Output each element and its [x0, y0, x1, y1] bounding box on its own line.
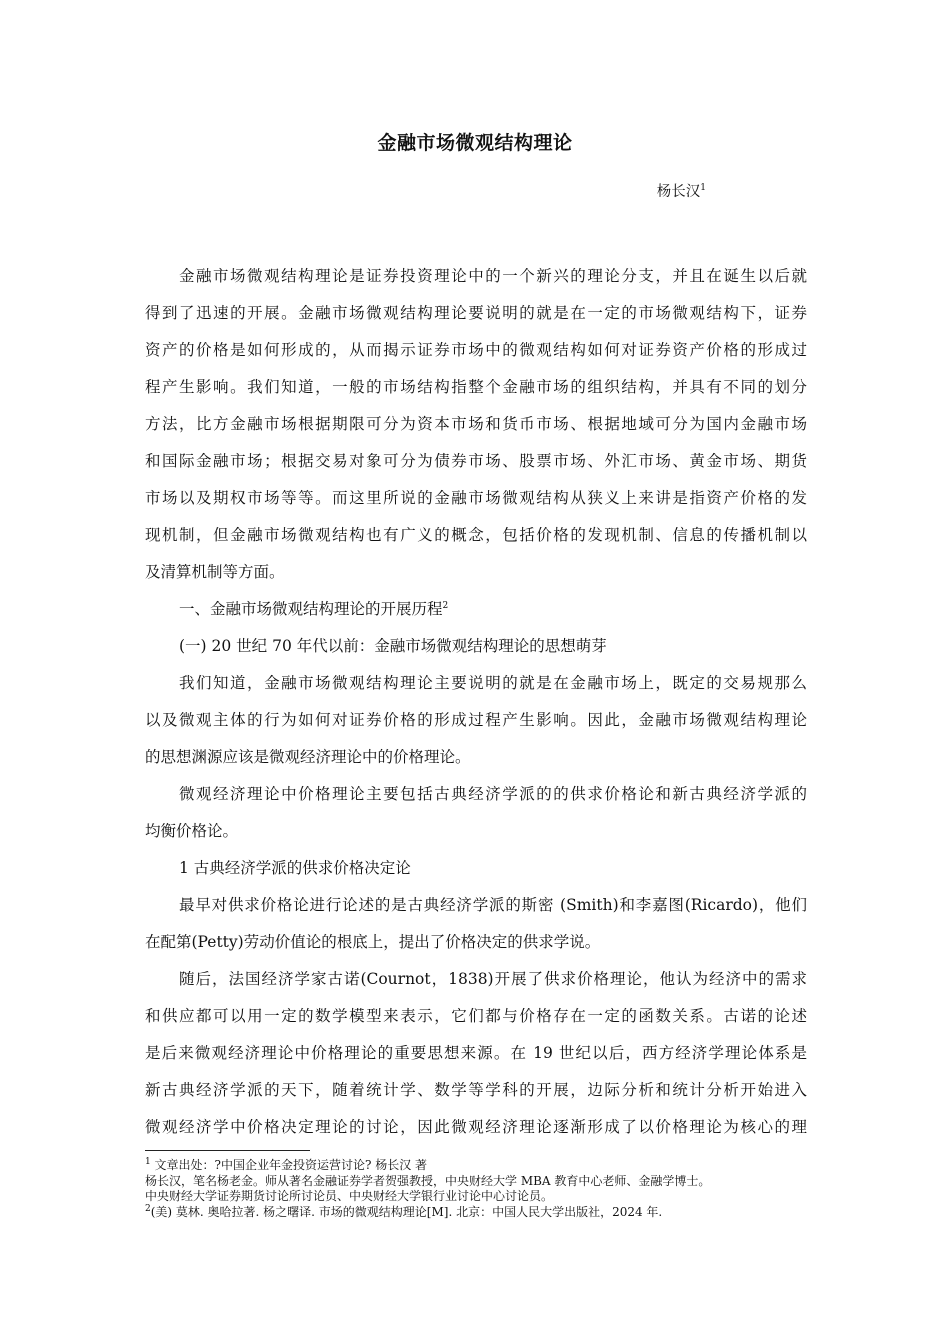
text-line [145, 1072, 807, 1109]
text-line-content: 程产生影响。我们知道，一般的市场结构指整个金融市场的组织结构，并具有不同的划分 [145, 378, 807, 396]
text-line-content: 我们知道，金融市场微观结构理论主要说明的就是在金融市场上，既定的交易规那么 [179, 674, 807, 692]
text-line [145, 369, 807, 406]
footnote-line [145, 1174, 825, 1190]
text-line [145, 702, 807, 739]
text-line [145, 1109, 807, 1146]
text-line [145, 406, 807, 443]
text-line-content: 以及微观主体的行为如何对证券价格的形成过程产生影响。因此，金融市场微观结构理论 [145, 711, 807, 729]
text-line [145, 776, 807, 813]
text-line-content: (一) 20 世纪 70 年代以前：金融市场微观结构理论的思想萌芽 [179, 637, 607, 655]
footnote-line [145, 1158, 825, 1174]
footnote-line [145, 1205, 825, 1221]
author-line [657, 180, 706, 201]
text-line-content: 得到了迅速的开展。金融市场微观结构理论要说明的就是在一定的市场微观结构下，证券 [145, 304, 807, 322]
text-line-content: 资产的价格是如何形成的，从而揭示证券市场中的微观结构如何对证券资产价格的形成过 [145, 341, 807, 359]
footnote-text: 文章出处：?中国企业年金投资运营讨论? 杨长汉 著 [150, 1158, 428, 1172]
text-line-content: 随后，法国经济学家古诺(Cournot，1838)开展了供求价格理论，他认为经济中的需求 [179, 970, 807, 988]
text-line-content: 及清算机制等方面。 [145, 563, 285, 581]
footnote-ref: 2 [442, 600, 449, 611]
footnotes [145, 1158, 825, 1220]
body-text [145, 258, 807, 1146]
text-line [145, 850, 807, 887]
text-line [145, 813, 807, 850]
text-line [145, 628, 807, 665]
text-line-content: 方法，比方金融市场根据期限可分为资本市场和货币市场、根据地域可分为国内金融市场 [145, 415, 807, 433]
text-line [145, 665, 807, 702]
text-line-content: 是后来微观经济理论中价格理论的重要思想来源。在 19 世纪以后，西方经济学理论体系是 [145, 1044, 807, 1062]
text-line-content: 均衡价格论。 [145, 822, 239, 840]
text-line [145, 480, 807, 517]
text-line [145, 887, 807, 924]
text-line-content: 金融市场微观结构理论是证券投资理论中的一个新兴的理论分支，并且在诞生以后就 [179, 267, 807, 285]
text-line [145, 924, 807, 961]
text-line [145, 554, 807, 591]
text-line-content: 现机制，但金融市场微观结构也有广义的概念，包括价格的发现机制、信息的传播机制以 [145, 526, 807, 544]
text-line [145, 443, 807, 480]
text-line-content: 微观经济学中价格决定理论的讨论，因此微观经济理论逐渐形成了以价格理论为核心的理 [145, 1118, 807, 1136]
text-line-content: 和国际金融市场；根据交易对象可分为债券市场、股票市场、外汇市场、黄金市场、期货 [145, 452, 807, 470]
footnote-text: (美) 莫林. 奥哈拉著. 杨之曙译. 市场的微观结构理论[M]. 北京：中国人民大学出版社，2024 年. [150, 1204, 663, 1219]
text-line [145, 1035, 807, 1072]
text-line [145, 332, 807, 369]
text-line [145, 295, 807, 332]
document-title: 金融市场微观结构理论 [377, 132, 573, 154]
footnote-mark: 1 [145, 1157, 151, 1167]
text-line [145, 591, 807, 628]
text-line [145, 998, 807, 1035]
text-line-content: 1 古典经济学派的供求价格决定论 [179, 859, 411, 877]
text-line-content: 微观经济理论中价格理论主要包括古典经济学派的的供求价格论和新古典经济学派的 [179, 785, 807, 803]
footnote-ref-1: 1 [700, 183, 706, 194]
text-line [145, 258, 807, 295]
footnote-line [145, 1189, 825, 1205]
text-line [145, 517, 807, 554]
text-line-content: 新古典经济学派的天下，随着统计学、数学等学科的开展，边际分析和统计分析开始进入 [145, 1081, 807, 1099]
footnote-text: 中央财经大学证券期货讨论所讨论员、中央财经大学银行业讨论中心讨论员。 [145, 1189, 554, 1203]
text-line [145, 739, 807, 776]
text-line-content: 在配第(Petty)劳动价值论的根底上，提出了价格决定的供求学说。 [145, 933, 601, 951]
text-line [145, 961, 807, 998]
text-line-content: 最早对供求价格论进行论述的是古典经济学派的斯密 (Smith)和李嘉图(Ricardo)，他们 [179, 896, 807, 914]
text-line-content: 市场以及期权市场等等。而这里所说的金融市场微观结构从狭义上来讲是指资产价格的发 [145, 489, 807, 507]
author-name: 杨长汉 [656, 184, 701, 200]
footnote-separator [145, 1150, 310, 1151]
text-line-content: 和供应都可以用一定的数学模型来表示，它们都与价格存在一定的函数关系。古诺的论述 [145, 1007, 807, 1025]
text-line-content: 的思想渊源应该是微观经济理论中的价格理论。 [145, 748, 471, 766]
text-line-content: 一、金融市场微观结构理论的开展历程 [179, 600, 443, 618]
footnote-mark: 2 [145, 1203, 151, 1214]
footnote-text: 杨长汉，笔名杨老金。师从著名金融证券学者贺强教授，中央财经大学 MBA 教育中心老师、金融学博士。 [145, 1173, 711, 1188]
